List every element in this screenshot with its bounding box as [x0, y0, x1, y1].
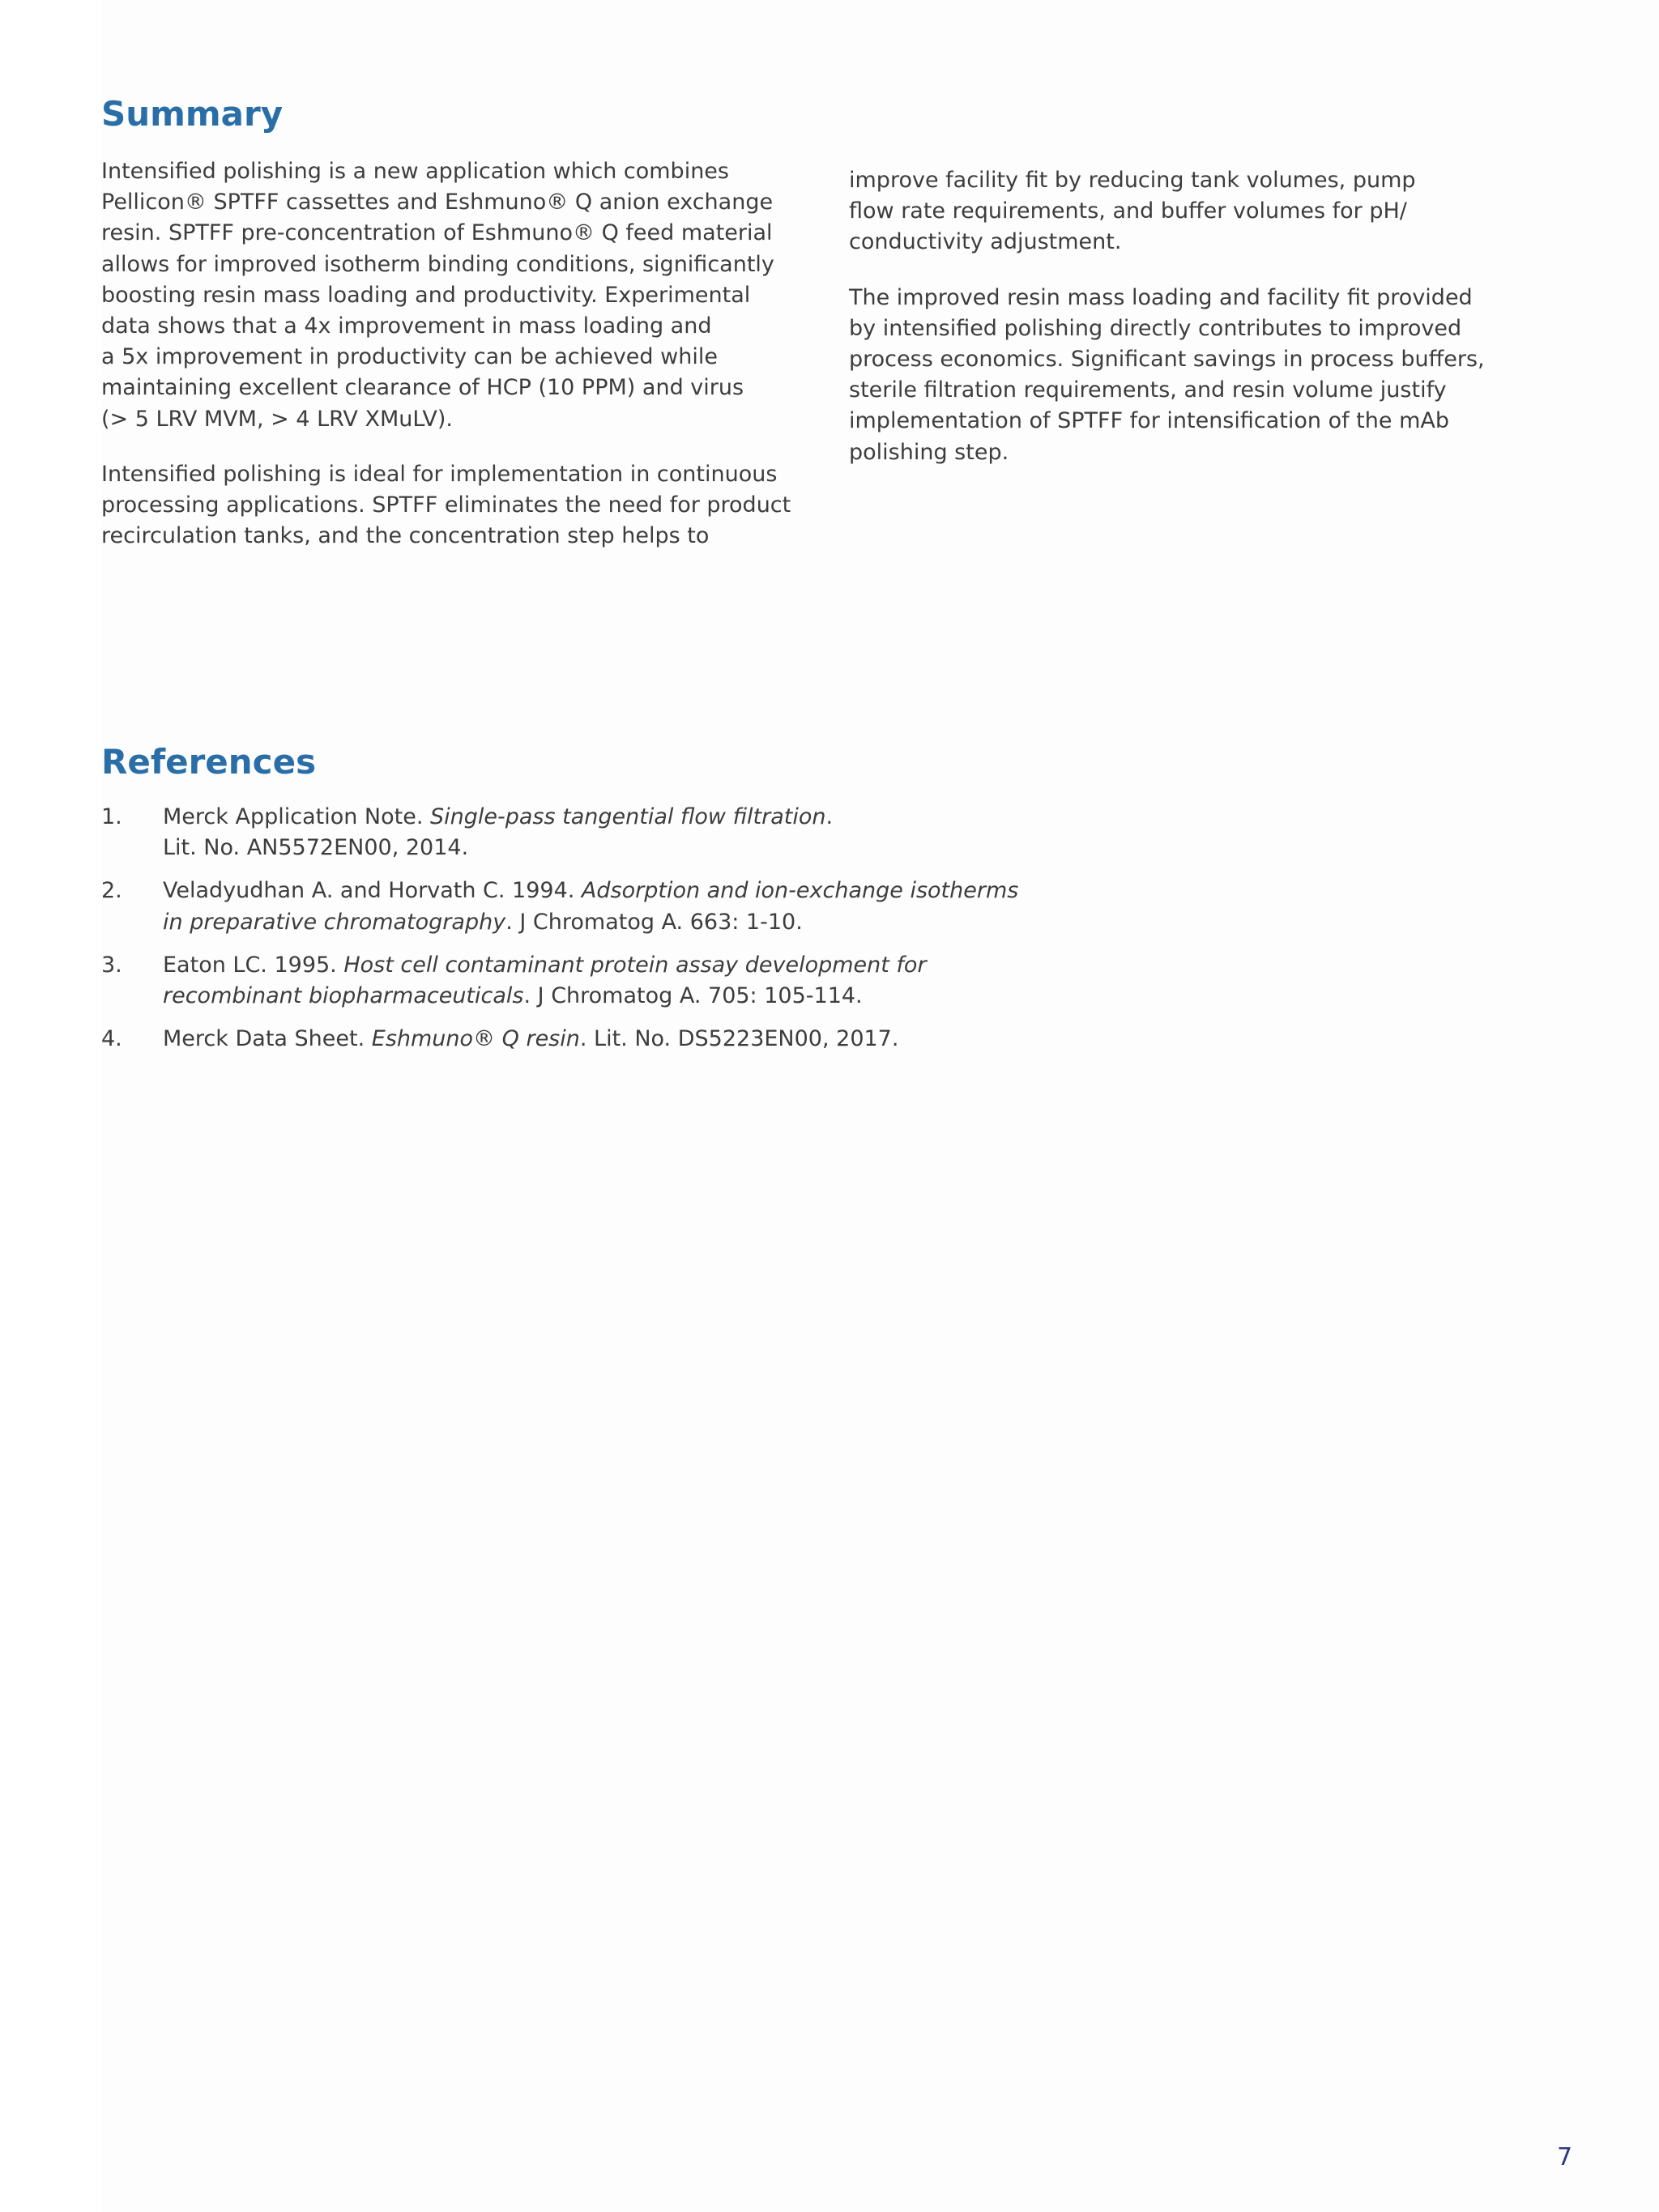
- reference-title: in preparative chromatography: [163, 909, 506, 935]
- reference-number: 3.: [101, 952, 122, 978]
- reference-line: [163, 802, 1235, 833]
- summary-heading: Summary: [101, 94, 284, 134]
- reference-title: Adsorption and ion-exchange isotherms: [581, 878, 1019, 904]
- summary-paragraph: Intensified polishing is ideal for implementation in continuous processing applications. SPTFF eliminates the need for product recirculation tanks, and the concentration step helps to: [101, 461, 791, 549]
- summary-left-column: [101, 156, 830, 576]
- reference-text: Lit. No. AN5572EN00, 2014.: [163, 835, 469, 861]
- reference-text: . J Chromatog A. 663: 1-10.: [505, 909, 803, 935]
- reference-text: . J Chromatog A. 705: 105-114.: [523, 983, 863, 1009]
- reference-line: [163, 1024, 1235, 1055]
- reference-number: 4.: [101, 1026, 122, 1052]
- reference-text: Merck Application Note.: [163, 804, 430, 829]
- summary-paragraph: The improved resin mass loading and facility fit provided by intensified polishing directly contributes to improved process economics. Significant savings in process buffers, sterile filtration requirements, and resin volume justify implementation of SPTFF for intensification of the mAb polishing step.: [849, 284, 1485, 465]
- reference-line: [163, 950, 1235, 981]
- reference-item: [101, 950, 1235, 1012]
- reference-title: Single-pass tangential flow filtration: [430, 804, 826, 829]
- reference-title: recombinant biopharmaceuticals: [163, 983, 524, 1009]
- reference-title: Eshmuno® Q resin: [371, 1026, 580, 1052]
- page-number: 7: [1557, 2143, 1573, 2172]
- references-heading: References: [101, 742, 317, 782]
- summary-paragraph: improve facility fit by reducing tank volumes, pump flow rate requirements, and buffer volumes for pH/ conductivity adjustment.: [849, 168, 1416, 255]
- reference-text: . Lit. No. DS5223EN00, 2017.: [579, 1026, 899, 1052]
- reference-line: [163, 981, 1235, 1012]
- reference-text: Merck Data Sheet.: [163, 1026, 372, 1052]
- reference-item: [101, 1024, 1235, 1055]
- reference-number: 2.: [101, 878, 122, 904]
- summary-right-column: [849, 165, 1578, 492]
- reference-line: [163, 907, 1235, 938]
- reference-title: Host cell contaminant protein assay development for: [343, 952, 927, 978]
- reference-line: [163, 876, 1235, 906]
- reference-text: Eaton LC. 1995.: [163, 952, 344, 978]
- references-list: [101, 802, 1235, 1067]
- reference-text: .: [825, 804, 834, 829]
- reference-item: [101, 876, 1235, 937]
- reference-text: Veladyudhan A. and Horvath C. 1994.: [163, 878, 582, 904]
- summary-paragraph: Intensified polishing is a new application which combines Pellicon® SPTFF cassettes and Eshmuno® Q anion exchange resin. SPTFF pre-concentration of Eshmuno® Q feed material allows for improved isotherm binding conditions, significantly boosting resin mass loading and productivity. Experimental data shows that a 4x improvement in mass loading and a 5x improvement in productivity can be achieved while maintaining excellent clearance of HCP (10 PPM) and virus (> 5 LRV MVM, > 4 LRV XMuLV).: [101, 159, 774, 432]
- reference-item: [101, 802, 1235, 863]
- reference-number: 1.: [101, 804, 122, 829]
- reference-line: [163, 833, 1235, 863]
